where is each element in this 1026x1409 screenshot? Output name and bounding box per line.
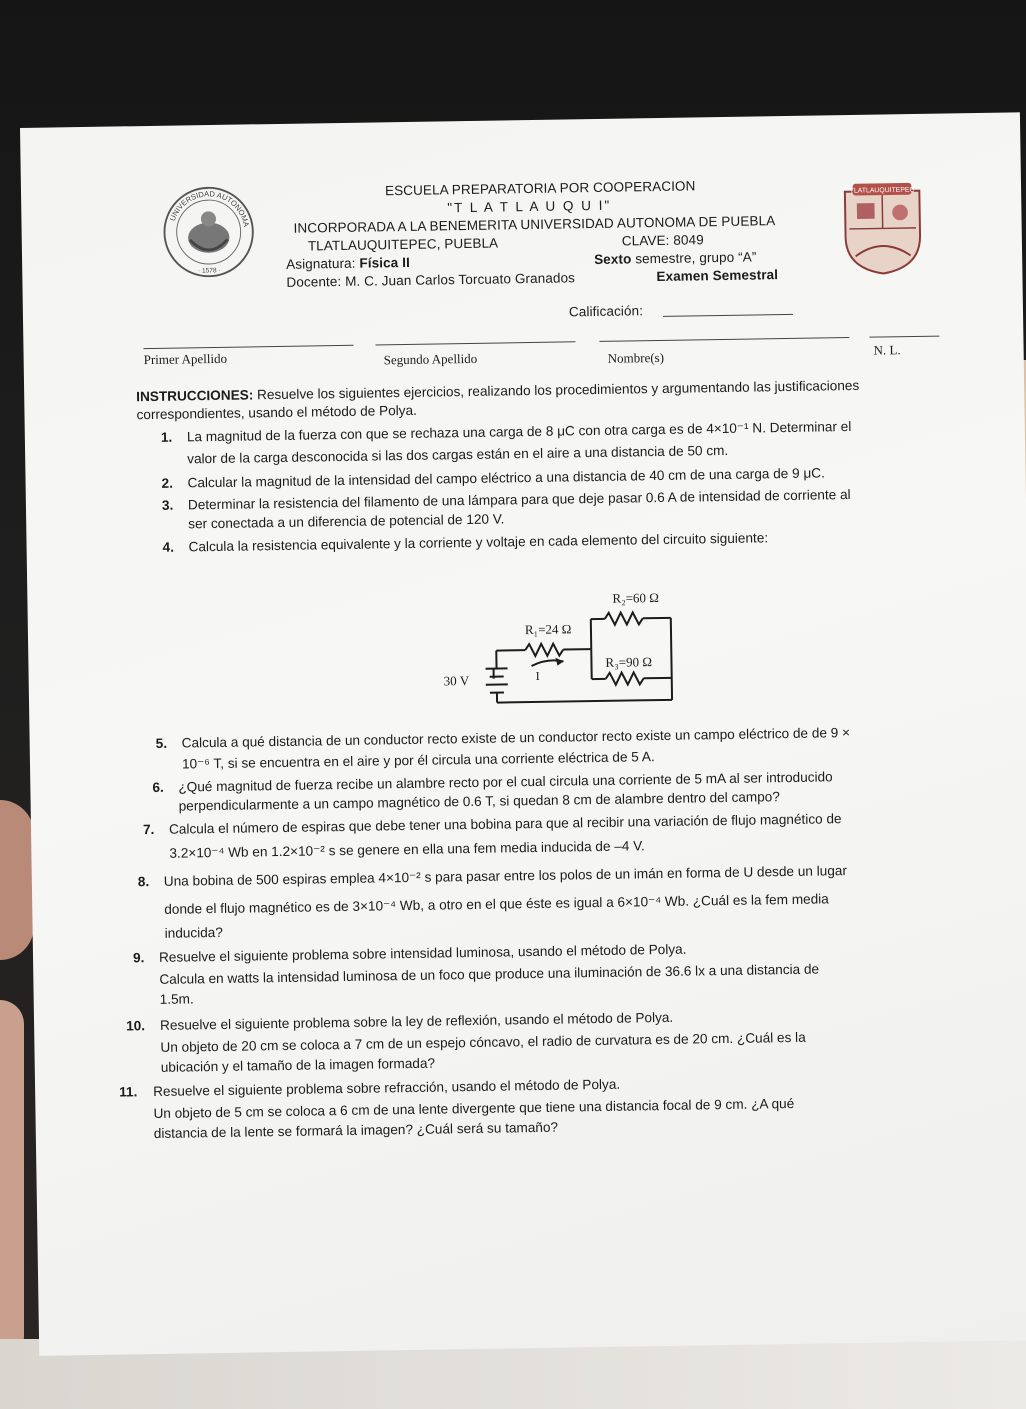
question-6: 6. ¿Qué magnitud de fuerza recibe un alambre recto por el cual circula una corriente de 5 mA al ser introducido perpendicularmente a un campo magnético de 0.6 T, si quedan 8 cm de alambre dentro del campo? xyxy=(152,769,833,814)
list-number-label: N. L. xyxy=(873,342,901,358)
question-3-line2: ser conectada a un diferencia de potencial de 120 V. xyxy=(188,511,505,532)
exam-type: Examen Semestral xyxy=(656,267,779,285)
question-8: 8. Una bobina de 500 espiras emplea 4×10⁻² s para pasar entre los polos de un imán en forma de U desde un lugar donde el flujo magnético es de 3×10⁻⁴ Wb, a otro en el que éste es igual a 6×10⁻⁴ Wb. ¿Cuál es la fem media inducida? xyxy=(137,863,848,941)
question-4: 4. Calcula la resistencia equivalente y la corriente y voltaje en cada elemento del circuito siguiente: xyxy=(162,530,769,555)
question-9-line3: 1.5m. xyxy=(159,991,194,1007)
semester-line xyxy=(594,248,757,268)
question-9-line2: Calcula en watts la intensidad luminosa de un foco que produce una iluminación de 36.6 lx a una distancia de xyxy=(159,961,820,987)
instructions-line1: Resuelve los siguientes ejercicios, realizando los procedimientos y argumentando las justificaciones xyxy=(256,377,860,403)
first-surname-blank[interactable] xyxy=(143,345,353,349)
question-3-line1: Determinar la resistencia del filamento de una lámpara para que deje pasar 0.6 A de intensidad de corriente al xyxy=(187,486,851,513)
clave-line: CLAVE: 8049 xyxy=(621,232,704,249)
question-10-line1: Resuelve el siguiente problema sobre la ley de reflexión, usando el método de Polya. xyxy=(159,1009,674,1033)
exam-sheet xyxy=(20,112,1026,1356)
resistor-r3 xyxy=(606,672,644,685)
label-r2: R₂=60 Ω xyxy=(612,590,660,606)
instructions-line2: correspondientes, usando el método de Polya. xyxy=(136,402,417,423)
first-surname-label: Primer Apellido xyxy=(143,350,228,368)
incorporation-line: INCORPORADA A LA BENEMERITA UNIVERSIDAD AUTONOMA DE PUEBLA xyxy=(293,213,776,236)
question-3: 3. Determinar la resistencia del filamento de una lámpara para que deje pasar 0.6 A de intensidad de corriente al ser conectada a un diferencia de potencial de 120 V. xyxy=(161,486,851,532)
label-voltage: 30 V xyxy=(443,673,470,689)
names-blank[interactable] xyxy=(599,337,849,342)
instructions-label: INSTRUCCIONES: xyxy=(136,387,254,405)
question-8-line3: inducida? xyxy=(164,924,223,941)
question-11: 11. Resuelve el siguiente problema sobre refracción, usando el método de Polya. Un objeto de 5 cm se coloca a 6 cm de una lente divergente que tiene una distancia focal de 9 cm. ¿A qué distancia de la lente se formará la imagen? ¿Cuál será su tamaño? xyxy=(119,1076,795,1142)
second-surname-blank[interactable] xyxy=(375,341,575,345)
question-6-line2: perpendicularmente a un campo magnético de 0.6 T, si quedan 8 cm de alambre dentro del campo? xyxy=(178,789,780,814)
label-current: I xyxy=(535,668,540,683)
city-line: TLATLAUQUITEPEC, PUEBLA xyxy=(307,235,499,254)
question-10: 10. Resuelve el siguiente problema sobre la ley de reflexión, usando el método de Polya. Un objeto de 20 cm se coloca a 7 cm de un espejo cóncavo, el radio de curvatura es de 20 cm. ¿Cuál es la ubicación y el tamaño de la imagen formada? xyxy=(125,1009,806,1075)
question-2: 2. Calcular la magnitud de la intensidad del campo eléctrico a una distancia de 40 cm de una carga de 9 μC. xyxy=(161,465,825,491)
hand-left-upper xyxy=(0,800,34,960)
wire-right-down xyxy=(671,618,672,700)
svg-text:TLATLAUQUITEPEC: TLATLAUQUITEPEC xyxy=(849,186,915,195)
question-10-line3: ubicación y el tamaño de la imagen formada? xyxy=(160,1055,436,1075)
semester-rest: semestre, grupo “A” xyxy=(635,249,757,267)
school-crest-logo xyxy=(833,176,933,278)
question-1: 1. La magnitud de la fuerza con que se rechaza una carga de 8 μC con otra carga es de 4×10⁻¹ N. Determinar el valor de la carga desconocida si las dos cargas están en el aire a una distancia de 50 cm. xyxy=(160,418,852,467)
question-8-line2: donde el flujo magnético es de 3×10⁻⁴ Wb, a otro en el que éste es igual a 6×10⁻⁴ Wb. ¿Cuál es la fem media xyxy=(164,891,829,917)
question-7: 7. Calcula el número de espiras que debe tener una bobina para que al recibir una variación de flujo magnético de 3.2×10⁻⁴ Wb en 1.2×10⁻² s se genere en ella una fem media inducida de –4 V. xyxy=(142,811,842,861)
semester-number: Sexto xyxy=(594,251,632,267)
label-r3: R₃=90 Ω xyxy=(605,654,653,670)
current-arrowhead xyxy=(555,658,563,666)
question-9-line1: Resuelve el siguiente problema sobre intensidad luminosa, usando el método de Polya. xyxy=(158,941,687,965)
subject-value: Física II xyxy=(359,254,410,271)
school-name: ESCUELA PREPARATORIA POR COOPERACION xyxy=(384,178,696,199)
question-7-line2: 3.2×10⁻⁴ Wb en 1.2×10⁻² s se genere en ella una fem media inducida de –4 V. xyxy=(169,838,645,861)
svg-text:· 1578 ·: · 1578 · xyxy=(197,267,221,275)
question-8-line1: Una bobina de 500 espiras emplea 4×10⁻² s para pasar entre los polos de un imán en forma de U desde un lugar xyxy=(163,863,848,889)
question-1-line2: valor de la carga desconocida si las dos cargas están en el aire a una distancia de 50 cm. xyxy=(187,442,729,467)
question-6-line1: ¿Qué magnitud de fuerza recibe un alambre recto por el cual circula una corriente de 5 mA al ser introducido xyxy=(178,769,833,795)
list-number-blank[interactable] xyxy=(869,336,939,338)
question-10-line2: Un objeto de 20 cm se coloca a 7 cm de un espejo cóncavo, el radio de curvatura es de 20 cm. ¿Cuál es la xyxy=(160,1029,806,1055)
grade-blank[interactable] xyxy=(663,314,793,317)
school-town: "T L A T L A U Q U I" xyxy=(447,197,612,216)
question-9: 9. Resuelve el siguiente problema sobre intensidad luminosa, usando el método de Polya. Calcula en watts la intensidad luminosa de un foco que produce una iluminación de 36.6 lx a una distancia de 1.5m. xyxy=(132,941,820,1007)
teacher-line: Docente: M. C. Juan Carlos Torcuato Granados xyxy=(286,270,576,290)
question-1-line1: La magnitud de la fuerza con que se rechaza una carga de 8 μC con otra carga es de 4×10⁻¹ N. Determinar el xyxy=(186,418,852,445)
university-seal-logo xyxy=(161,184,256,279)
names-label: Nombre(s) xyxy=(607,349,665,366)
resistor-r2 xyxy=(605,612,643,625)
question-7-line1: Calcula el número de espiras que debe tener una bobina para que al recibir una variación de flujo magnético de xyxy=(168,811,842,837)
wire-bottom xyxy=(497,700,672,703)
svg-text:UNIVERSIDAD AUTONOMA: UNIVERSIDAD AUTONOMA xyxy=(167,189,251,228)
hand-left-lower xyxy=(0,1000,24,1360)
grade-label: Calificación: xyxy=(568,303,644,320)
question-11-line2: Un objeto de 5 cm se coloca a 6 cm de una lente divergente que tiene una distancia focal de 9 cm. ¿A qué xyxy=(153,1095,795,1122)
question-11-line1: Resuelve el siguiente problema sobre refracción, usando el método de Polya. xyxy=(153,1076,621,1100)
question-5-line2: 10⁻⁶ T, si se encuentra en el aire y por él circula una corriente eléctrica de 5 A. xyxy=(181,749,655,772)
subject-label: Asignatura: xyxy=(286,255,356,272)
question-5: 5. Calcula a qué distancia de un conductor recto existe de un conductor recto existe un campo eléctrico de de 9 × 10⁻⁶ T, si se encuentra en el aire y por él circula una corriente eléctrica de 5 A. xyxy=(155,725,851,772)
subject-line xyxy=(286,254,410,273)
second-surname-label: Segundo Apellido xyxy=(383,350,478,368)
resistor-r1 xyxy=(525,644,563,657)
question-2-line1: Calcular la magnitud de la intensidad del campo eléctrico a una distancia de 40 cm de una carga de 9 μC. xyxy=(187,465,825,491)
circuit-diagram xyxy=(422,578,684,722)
question-5-line1: Calcula a qué distancia de un conductor recto existe de un conductor recto existe un campo eléctrico de de 9 × xyxy=(181,725,851,751)
label-r1: R₁=24 Ω xyxy=(524,621,572,638)
question-11-line3: distancia de la lente se formará la imagen? ¿Cuál será su tamaño? xyxy=(153,1119,559,1142)
question-4-line1: Calcula la resistencia equivalente y la corriente y voltaje en cada elemento del circuito siguiente: xyxy=(188,530,769,555)
